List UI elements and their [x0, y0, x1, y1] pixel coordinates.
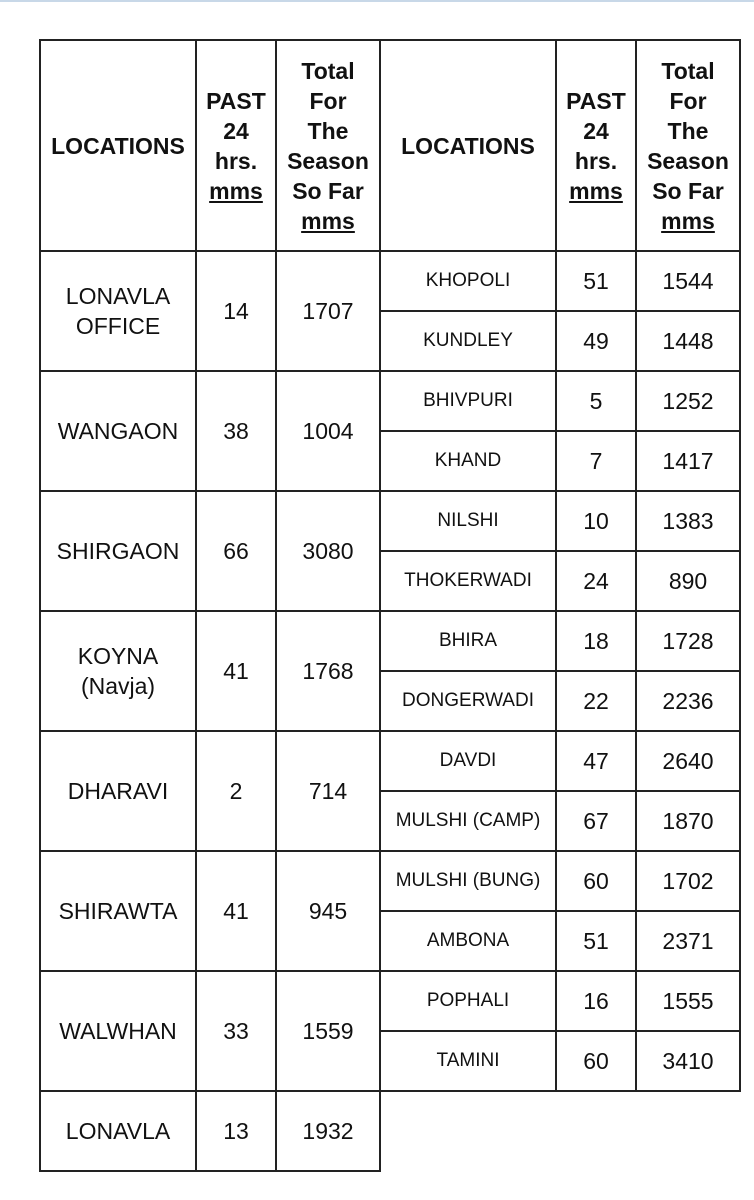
- right-location-cell: MULSHI (CAMP): [395, 810, 541, 831]
- right-past-cell: 16: [583, 987, 609, 1014]
- left-total-cell: 1004: [302, 417, 354, 444]
- right-total-cell: 1417: [662, 447, 714, 474]
- right-total-cell: 1870: [662, 807, 714, 834]
- grid-line: [379, 910, 741, 912]
- header-locations-left: [40, 40, 196, 251]
- grid-line: [39, 1170, 381, 1172]
- right-total-cell: 1728: [662, 627, 714, 654]
- top-divider: [0, 0, 754, 2]
- left-location-cell: SHIRGAON: [56, 538, 180, 564]
- left-location-cell: KOYNA (Navja): [77, 643, 159, 699]
- left-total-cell: 714: [308, 777, 348, 804]
- header-total-line: Season: [287, 147, 369, 174]
- header-total-line: So Far: [652, 177, 724, 204]
- right-total-cell: 1555: [662, 987, 714, 1014]
- right-total-cell: 2236: [662, 687, 714, 714]
- header-past-unit: mms: [209, 177, 263, 204]
- right-past-cell: 49: [583, 327, 609, 354]
- left-location-cell: LONAVLA OFFICE: [65, 283, 171, 339]
- grid-line: [39, 970, 741, 972]
- right-total-cell: 2640: [662, 747, 714, 774]
- left-total-cell: 3080: [302, 537, 354, 564]
- header-total-left: [276, 40, 380, 251]
- right-past-cell: 47: [583, 747, 609, 774]
- right-past-cell: 7: [589, 447, 603, 474]
- right-past-cell: 10: [583, 507, 609, 534]
- right-past-cell: 60: [583, 1047, 609, 1074]
- right-location-cell: NILSHI: [437, 510, 499, 531]
- right-total-cell: 1448: [662, 327, 714, 354]
- left-location-cell: WALWHAN: [59, 1018, 177, 1044]
- header-total-line: For: [309, 87, 347, 114]
- right-past-cell: 22: [583, 687, 609, 714]
- left-past-cell: 41: [223, 897, 249, 924]
- left-total-cell: 1932: [302, 1117, 354, 1144]
- right-location-cell: MULSHI (BUNG): [395, 870, 541, 891]
- grid-line: [275, 39, 277, 1172]
- right-past-cell: 67: [583, 807, 609, 834]
- right-location-cell: DONGERWADI: [402, 690, 534, 711]
- left-location-cell: SHIRAWTA: [58, 898, 178, 924]
- grid-line: [39, 250, 741, 252]
- left-past-cell: 41: [223, 657, 249, 684]
- header-past-line: 24: [583, 117, 609, 144]
- left-location-cell: DHARAVI: [67, 778, 169, 804]
- right-total-cell: 3410: [662, 1047, 714, 1074]
- grid-line: [39, 730, 741, 732]
- left-past-cell: 38: [223, 417, 249, 444]
- right-total-cell: 1383: [662, 507, 714, 534]
- header-total-line: Season: [647, 147, 729, 174]
- left-past-cell: 13: [223, 1117, 249, 1144]
- header-past-line: hrs.: [574, 147, 618, 174]
- header-past-line: hrs.: [214, 147, 258, 174]
- grid-line: [379, 1030, 741, 1032]
- right-total-cell: 890: [668, 567, 708, 594]
- header-total-line: So Far: [292, 177, 364, 204]
- left-past-cell: 33: [223, 1017, 249, 1044]
- header-past-line: 24: [223, 117, 249, 144]
- grid-line: [39, 490, 741, 492]
- header-total-unit: mms: [661, 207, 715, 234]
- grid-line: [39, 370, 741, 372]
- right-past-cell: 60: [583, 867, 609, 894]
- header-locations-right: [380, 40, 556, 251]
- left-past-cell: 2: [229, 777, 243, 804]
- header-total-right: [636, 40, 740, 251]
- right-total-cell: 1252: [662, 387, 714, 414]
- grid-line: [39, 1090, 741, 1092]
- grid-line: [739, 39, 741, 1092]
- right-total-cell: 1702: [662, 867, 714, 894]
- right-past-cell: 24: [583, 567, 609, 594]
- header-past-line: PAST: [206, 87, 266, 114]
- grid-line: [555, 39, 557, 1092]
- grid-line: [379, 790, 741, 792]
- grid-line: [379, 310, 741, 312]
- header-locations-label: LOCATIONS: [401, 132, 535, 159]
- grid-line: [39, 39, 41, 1172]
- left-past-cell: 14: [223, 297, 249, 324]
- right-past-cell: 18: [583, 627, 609, 654]
- right-location-cell: KHAND: [434, 450, 502, 471]
- header-total-unit: mms: [301, 207, 355, 234]
- grid-line: [39, 850, 741, 852]
- grid-line: [379, 39, 381, 1172]
- left-location-cell: WANGAON: [57, 418, 179, 444]
- grid-line: [39, 610, 741, 612]
- header-total-line: For: [669, 87, 707, 114]
- left-past-cell: 66: [223, 537, 249, 564]
- header-total-line: The: [667, 117, 709, 144]
- right-past-cell: 51: [583, 927, 609, 954]
- right-location-cell: KHOPOLI: [425, 270, 511, 291]
- right-past-cell: 5: [589, 387, 603, 414]
- right-location-cell: THOKERWADI: [404, 570, 532, 591]
- right-location-cell: DAVDI: [439, 750, 497, 771]
- grid-line: [635, 39, 637, 1092]
- left-total-cell: 1559: [302, 1017, 354, 1044]
- header-locations-label: LOCATIONS: [51, 132, 185, 159]
- right-total-cell: 1544: [662, 267, 714, 294]
- right-location-cell: TAMINI: [436, 1050, 500, 1071]
- header-total-line: Total: [661, 57, 715, 84]
- header-past-right: [556, 40, 636, 251]
- header-past-unit: mms: [569, 177, 623, 204]
- grid-line: [195, 39, 197, 1172]
- right-location-cell: KUNDLEY: [423, 330, 513, 351]
- left-total-cell: 1707: [302, 297, 354, 324]
- left-total-cell: 945: [308, 897, 348, 924]
- grid-line: [379, 430, 741, 432]
- left-location-cell: LONAVLA: [65, 1118, 171, 1144]
- header-total-line: The: [307, 117, 349, 144]
- left-total-cell: 1768: [302, 657, 354, 684]
- right-location-cell: BHIVPURI: [423, 390, 513, 411]
- header-total-line: Total: [301, 57, 355, 84]
- grid-line: [39, 39, 741, 41]
- right-total-cell: 2371: [662, 927, 714, 954]
- right-location-cell: BHIRA: [438, 630, 498, 651]
- right-location-cell: AMBONA: [426, 930, 510, 951]
- grid-line: [379, 670, 741, 672]
- grid-line: [379, 550, 741, 552]
- header-past-left: [196, 40, 276, 251]
- right-location-cell: POPHALI: [426, 990, 510, 1011]
- header-past-line: PAST: [566, 87, 626, 114]
- right-past-cell: 51: [583, 267, 609, 294]
